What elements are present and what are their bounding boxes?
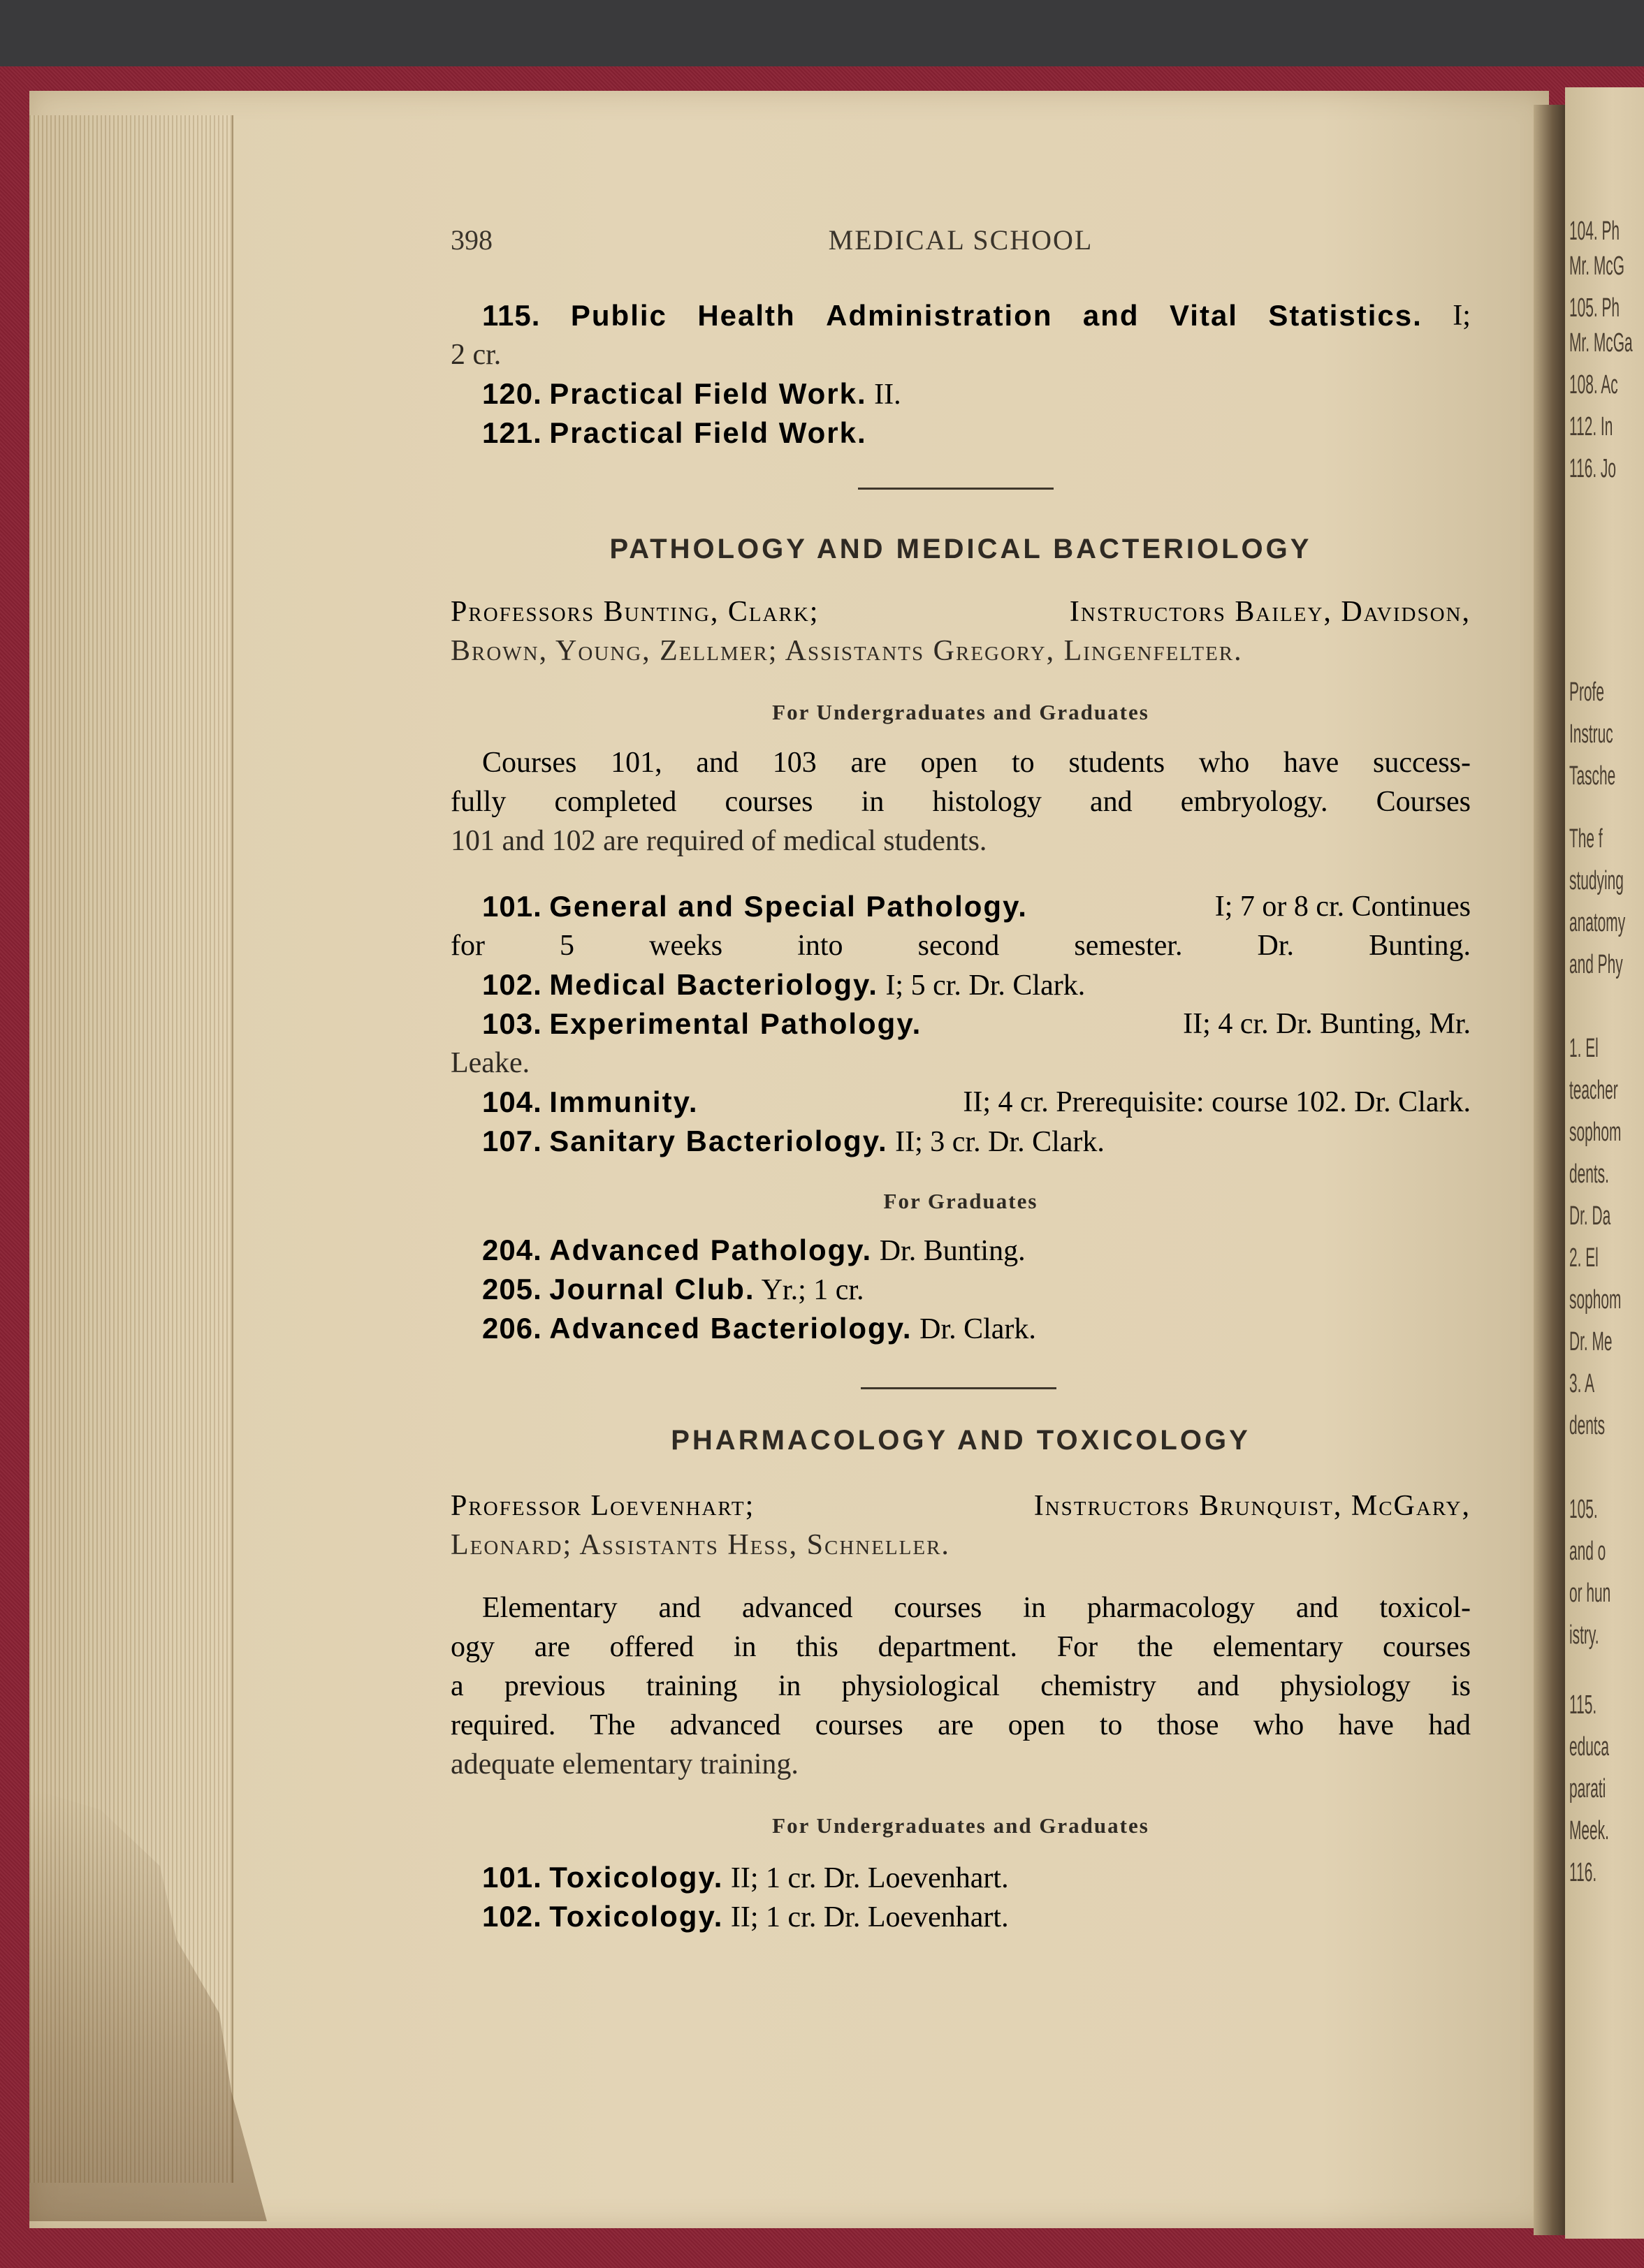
course-number: 206. bbox=[482, 1312, 542, 1345]
course-121 bbox=[482, 414, 867, 453]
course-number: 103. bbox=[482, 1007, 542, 1040]
next-page-text-fragment: parati bbox=[1569, 1774, 1606, 1804]
course-details: I; bbox=[1453, 300, 1471, 332]
course-title: General and Special Pathology. bbox=[549, 890, 1028, 923]
next-page-text-fragment: Instruc bbox=[1569, 719, 1613, 749]
next-page-text-fragment: 108. Ac bbox=[1569, 370, 1618, 400]
course-title: Practical Field Work. bbox=[549, 416, 867, 449]
next-page-text-fragment: sophom bbox=[1569, 1118, 1622, 1147]
next-page-text-fragment: Mr. McGa bbox=[1569, 328, 1633, 358]
next-page-text-fragment: The f bbox=[1569, 824, 1603, 854]
pathology-staff-line-2: Brown, Young, Zellmer; Assistants Gregory, Lingenfelter. bbox=[451, 635, 1243, 667]
course-details: II; 1 cr. Dr. Loevenhart. bbox=[730, 1862, 1009, 1894]
pharmacology-intro-line-3: a previous training in physiological chemistry and physiology is bbox=[451, 1670, 1471, 1702]
pharmacology-staff-line-1 bbox=[451, 1486, 1471, 1526]
course-details: I; 5 cr. Dr. Clark. bbox=[885, 970, 1086, 1002]
course-title: Sanitary Bacteriology. bbox=[549, 1125, 888, 1157]
course-details: II; 4 cr. Dr. Bunting, Mr. bbox=[1183, 1008, 1471, 1040]
course-number: 102. bbox=[482, 968, 542, 1001]
course-title: Experimental Pathology. bbox=[549, 1007, 922, 1040]
course-206 bbox=[482, 1309, 1036, 1349]
staff-professors: Professor Loevenhart; bbox=[451, 1490, 755, 1522]
section-divider bbox=[861, 1387, 1056, 1389]
course-number: 107. bbox=[482, 1125, 542, 1157]
course-title-part: Vital bbox=[1170, 299, 1238, 332]
next-page-text-fragment: 115. bbox=[1569, 1690, 1597, 1720]
next-page-text-fragment: 116. Jo bbox=[1569, 454, 1617, 483]
course-204 bbox=[482, 1231, 1026, 1271]
next-page-text-fragment: Mr. McG bbox=[1569, 251, 1624, 281]
next-page-text-fragment: 104. Ph bbox=[1569, 217, 1620, 246]
next-page-text-fragment: teacher bbox=[1569, 1076, 1618, 1105]
next-page-text-fragment: sophom bbox=[1569, 1285, 1622, 1315]
course-number: 101. bbox=[482, 1861, 542, 1894]
course-number: 102. bbox=[482, 1900, 542, 1933]
pharmacology-intro-line-4: required. The advanced courses are open to those who have had bbox=[451, 1709, 1471, 1741]
staff-professors: Professors Bunting, Clark; bbox=[451, 596, 820, 628]
pathology-intro-line-1: Courses 101, and 103 are open to students who have success- bbox=[482, 747, 1471, 779]
course-number: 115. bbox=[482, 299, 541, 332]
course-101-pathology bbox=[482, 887, 1471, 927]
course-205 bbox=[482, 1270, 864, 1310]
course-107-pathology bbox=[482, 1122, 1105, 1162]
course-details: II; 4 cr. Prerequisite: course 102. Dr. Clark. bbox=[963, 1086, 1471, 1118]
course-number: 101. bbox=[482, 890, 542, 923]
next-page-text-fragment: studying bbox=[1569, 866, 1624, 895]
course-title-part: and bbox=[1082, 299, 1140, 332]
course-number: 205. bbox=[482, 1273, 542, 1305]
course-102-pathology bbox=[482, 965, 1085, 1005]
next-page-text-fragment: dents. bbox=[1569, 1159, 1609, 1189]
course-details: Dr. Bunting. bbox=[879, 1235, 1026, 1267]
next-page-text-fragment: anatomy bbox=[1569, 908, 1626, 937]
next-page-text-fragment: Meek. bbox=[1569, 1816, 1609, 1845]
course-103-cont: Leake. bbox=[451, 1047, 530, 1079]
course-title: Immunity. bbox=[549, 1085, 699, 1118]
page-header bbox=[451, 224, 1471, 265]
pharmacology-intro-line-5: adequate elementary training. bbox=[451, 1748, 799, 1780]
course-title: Toxicology. bbox=[549, 1900, 724, 1933]
course-115-cont: 2 cr. bbox=[451, 339, 502, 371]
next-page-text-fragment: 105. bbox=[1569, 1495, 1598, 1524]
next-page-text-fragment: 105. Ph bbox=[1569, 293, 1620, 323]
course-details: II; 3 cr. Dr. Clark. bbox=[895, 1126, 1105, 1158]
next-page-text-fragment: istry. bbox=[1569, 1620, 1599, 1650]
next-page-text-fragment: and Phy bbox=[1569, 950, 1623, 979]
section-heading-pharmacology: PHARMACOLOGY AND TOXICOLOGY bbox=[671, 1425, 1251, 1456]
next-page-text-fragment: 116. bbox=[1569, 1858, 1597, 1887]
running-head: MEDICAL SCHOOL bbox=[828, 224, 1093, 256]
page-number: 398 bbox=[451, 224, 493, 256]
next-page-text-fragment: 112. In bbox=[1569, 412, 1613, 441]
section-heading-pathology: PATHOLOGY AND MEDICAL BACTERIOLOGY bbox=[609, 534, 1312, 564]
course-number: 120. bbox=[482, 377, 542, 410]
next-page-text-fragment: or hun bbox=[1569, 1579, 1611, 1608]
pathology-staff-line-1 bbox=[451, 592, 1471, 631]
course-102-toxicology bbox=[482, 1897, 1009, 1937]
book-gutter bbox=[1534, 105, 1565, 2235]
course-details: II. bbox=[874, 379, 901, 411]
next-page-text-fragment: 1. El bbox=[1569, 1034, 1599, 1063]
course-title: Medical Bacteriology. bbox=[549, 968, 878, 1001]
course-title-part: Administration bbox=[826, 299, 1053, 332]
course-title: Journal Club. bbox=[549, 1273, 755, 1305]
next-page-text-fragment: educa bbox=[1569, 1732, 1609, 1762]
next-page-text-fragment: dents bbox=[1569, 1411, 1606, 1440]
sub-heading-undergrad-pharm: For Undergraduates and Graduates bbox=[772, 1813, 1149, 1838]
section-divider bbox=[858, 488, 1054, 490]
sub-heading-undergrad: For Undergraduates and Graduates bbox=[772, 700, 1149, 724]
next-page-text-fragment: and o bbox=[1569, 1537, 1606, 1566]
course-details: Dr. Clark. bbox=[919, 1313, 1036, 1345]
course-number: 204. bbox=[482, 1234, 542, 1266]
course-title: Advanced Bacteriology. bbox=[549, 1312, 912, 1345]
pharmacology-intro-line-1: Elementary and advanced courses in pharmacology and toxicol- bbox=[482, 1592, 1471, 1624]
staff-instructors: Instructors Brunquist, McGary, bbox=[1033, 1490, 1471, 1522]
pharmacology-intro-line-2: ogy are offered in this department. For the elementary courses bbox=[451, 1631, 1471, 1663]
course-101-toxicology bbox=[482, 1858, 1009, 1898]
next-page-edge bbox=[1565, 87, 1644, 2239]
course-title: Toxicology. bbox=[549, 1861, 724, 1894]
next-page-text-fragment: Dr. Me bbox=[1569, 1327, 1613, 1356]
next-page-text-fragment: Dr. Da bbox=[1569, 1201, 1611, 1231]
next-page-text-fragment: 3. A bbox=[1569, 1369, 1595, 1398]
course-120 bbox=[482, 374, 901, 414]
course-title: Practical Field Work. bbox=[549, 377, 867, 410]
course-103-pathology bbox=[482, 1004, 1471, 1044]
course-104-pathology bbox=[482, 1083, 1471, 1122]
next-page-text-fragment: Tasche bbox=[1569, 761, 1616, 791]
pharmacology-staff-line-2: Leonard; Assistants Hess, Schneller. bbox=[451, 1529, 950, 1561]
next-page-text-fragment: 2. El bbox=[1569, 1243, 1599, 1273]
pathology-intro-line-2: fully completed courses in histology and embryology. Courses bbox=[451, 786, 1471, 818]
course-details: II; 1 cr. Dr. Loevenhart. bbox=[730, 1901, 1009, 1933]
course-115 bbox=[451, 296, 1471, 336]
course-details: I; 7 or 8 cr. Continues bbox=[1214, 891, 1471, 923]
course-number: 104. bbox=[482, 1085, 542, 1118]
course-number: 121. bbox=[482, 416, 542, 449]
course-title: Advanced Pathology. bbox=[549, 1234, 873, 1266]
staff-instructors: Instructors Bailey, Davidson, bbox=[1069, 596, 1471, 628]
course-details: Yr.; 1 cr. bbox=[761, 1274, 864, 1306]
next-page-text-fragment: Profe bbox=[1569, 678, 1604, 707]
sub-heading-grad: For Graduates bbox=[883, 1189, 1038, 1213]
course-title-part: Statistics. bbox=[1268, 299, 1423, 332]
course-101-cont: for 5 weeks into second semester. Dr. Bunting. bbox=[451, 930, 1471, 962]
course-title-part: Public bbox=[570, 299, 667, 332]
course-title-part: Health bbox=[697, 299, 796, 332]
pathology-intro-line-3: 101 and 102 are required of medical students. bbox=[451, 825, 987, 857]
